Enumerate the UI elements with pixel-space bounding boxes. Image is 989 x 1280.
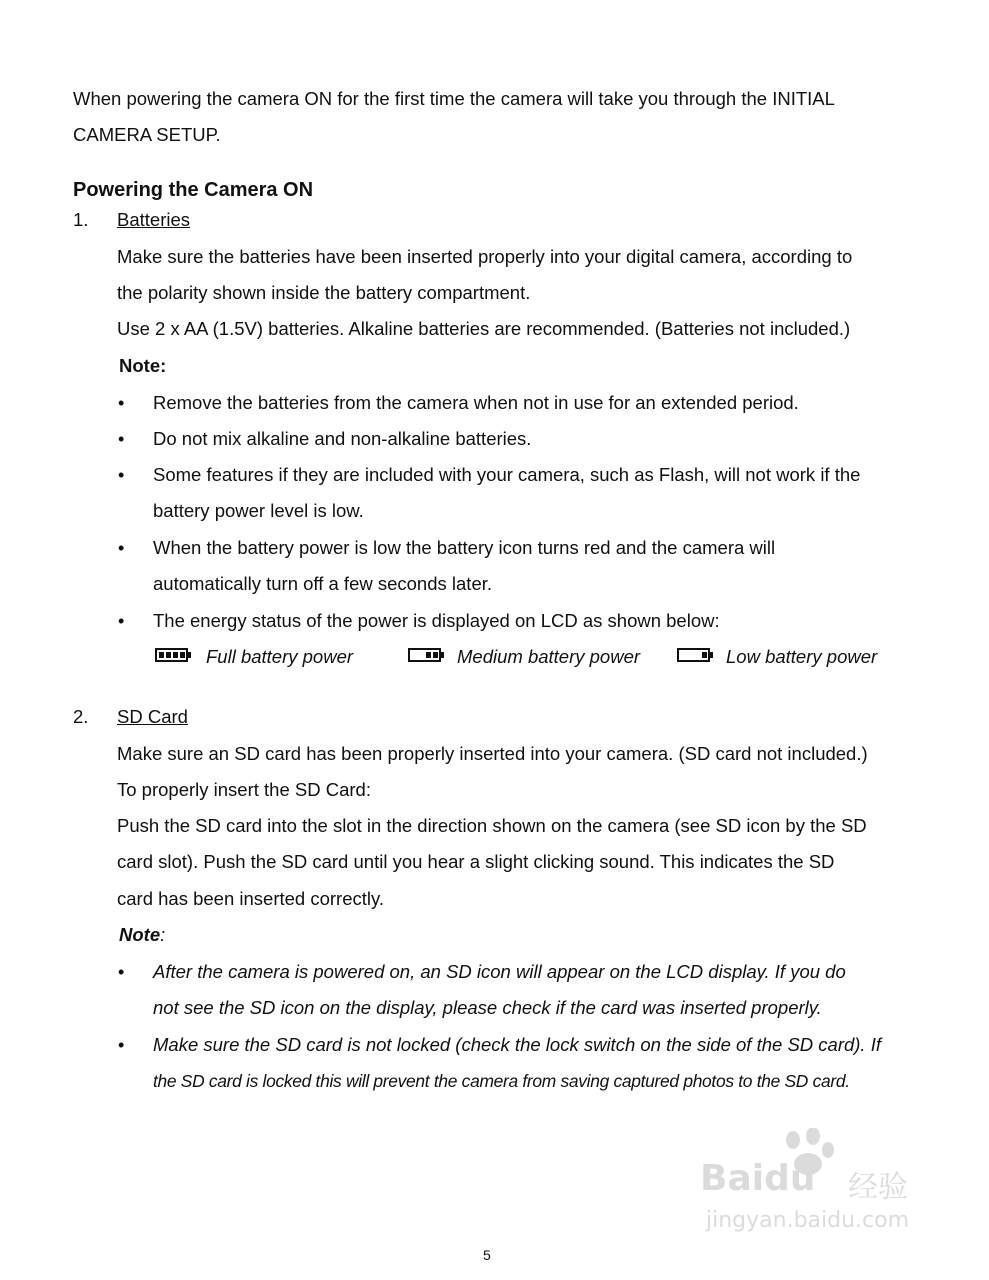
item2-para-line-3: Push the SD card into the slot in the direction shown on the camera (see SD icon by the SD	[117, 815, 867, 836]
item1-bullet-4-line-2: automatically turn off a few seconds later.	[153, 573, 493, 594]
item1-bullet-3-line-2: battery power level is low.	[153, 500, 364, 521]
item2-note-label: Note	[119, 924, 161, 945]
bullet-dot: •	[118, 1035, 125, 1055]
item1-bullet-4-line-1: When the battery power is low the battery icon turns red and the camera will	[153, 537, 776, 558]
bullet-dot: •	[118, 393, 125, 413]
intro-line-2: CAMERA SETUP.	[73, 124, 221, 145]
item2-bullet-1-line-2: not see the SD icon on the display, please check if the card was inserted properly.	[153, 997, 822, 1018]
item2-para-line-5: card has been inserted correctly.	[117, 888, 385, 909]
item2-title: SD Card	[117, 706, 188, 727]
watermark-brand: Baidu	[700, 1158, 816, 1199]
item1-para-line-1: Make sure the batteries have been inserted properly into your digital camera, according to	[117, 246, 853, 267]
item2-number: 2.	[73, 706, 89, 727]
item1-bullet-2: Do not mix alkaline and non-alkaline batteries.	[153, 428, 532, 449]
item2-note-colon: :	[160, 924, 166, 945]
bullet-dot: •	[118, 538, 125, 558]
battery-full-icon	[155, 647, 193, 663]
section-title: Powering the Camera ON	[73, 179, 314, 201]
item1-bullet-1: Remove the batteries from the camera when not in use for an extended period.	[153, 392, 799, 413]
battery-low-icon	[677, 647, 715, 663]
bullet-dot: •	[118, 611, 125, 631]
item1-number: 1.	[73, 209, 89, 230]
item1-note-label: Note:	[119, 355, 167, 376]
intro-line-1: When powering the camera ON for the first time the camera will take you through the INITIAL	[73, 88, 835, 109]
item1-bullet-3-line-1: Some features if they are included with your camera, such as Flash, will not work if the	[153, 464, 861, 485]
item2-para-line-4: card slot). Push the SD card until you hear a slight clicking sound. This indicates the SD	[117, 851, 835, 872]
battery-full-label: Full battery power	[206, 646, 354, 667]
bullet-dot: •	[118, 429, 125, 449]
item2-para-line-1: Make sure an SD card has been properly inserted into your camera. (SD card not included.)	[117, 743, 868, 764]
battery-low-label: Low battery power	[726, 646, 878, 667]
item2-note	[119, 924, 165, 946]
item2-bullet-1-line-1: After the camera is powered on, an SD icon will appear on the LCD display. If you do	[153, 961, 846, 982]
item1-para-line-3: Use 2 x AA (1.5V) batteries. Alkaline batteries are recommended. (Batteries not included.)	[117, 318, 851, 339]
bullet-dot: •	[118, 465, 125, 485]
battery-medium-label: Medium battery power	[457, 646, 641, 667]
item2-bullet-2-line-2: the SD card is locked this will prevent the camera from saving captured photos to the SD card.	[153, 1071, 850, 1091]
item1-title: Batteries	[117, 209, 191, 230]
battery-medium-icon	[408, 647, 446, 663]
item2-para-line-2: To properly insert the SD Card:	[117, 779, 371, 800]
item1-bullet-5: The energy status of the power is displayed on LCD as shown below:	[153, 610, 720, 631]
item2-bullet-2-line-1: Make sure the SD card is not locked (check the lock switch on the side of the SD card). If	[153, 1034, 881, 1055]
baidu-jingyan-watermark	[700, 1128, 940, 1238]
page-number: 5	[483, 1247, 491, 1263]
bullet-dot: •	[118, 962, 125, 982]
item1-para-line-2: the polarity shown inside the battery compartment.	[117, 282, 531, 303]
watermark-url: jingyan.baidu.com	[706, 1208, 910, 1233]
watermark-cn: 经验	[848, 1170, 908, 1205]
